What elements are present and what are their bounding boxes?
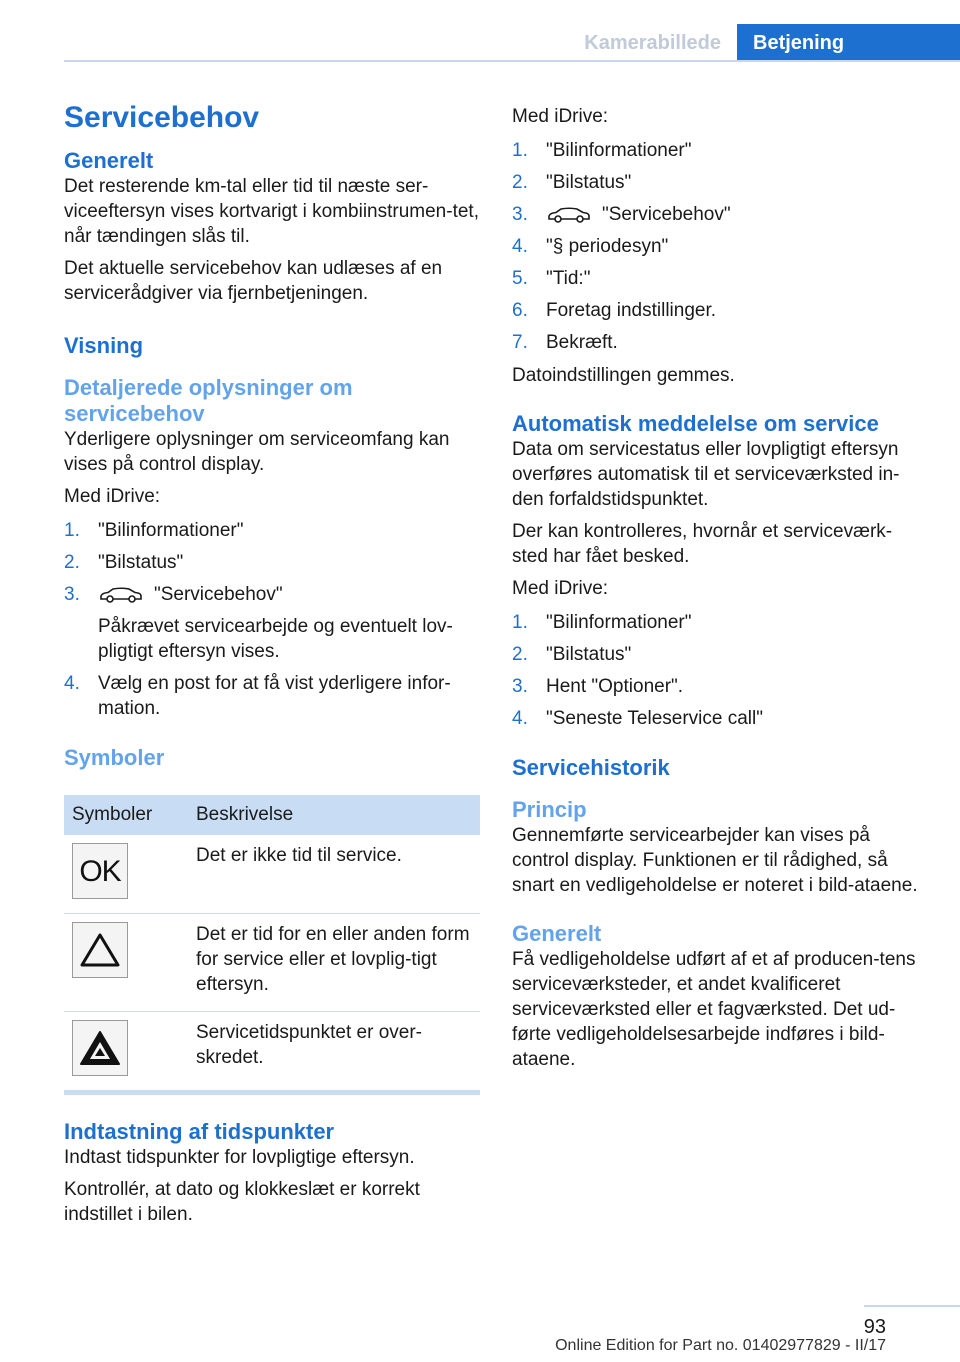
table-cell: Det er tid for en eller anden form for service eller et lovplig-tigt eftersyn. (188, 914, 480, 1012)
step-number: 1. (64, 520, 80, 541)
right-column (512, 104, 926, 1079)
paragraph: Kontrollér, at dato og klokkeslæt er korrekt indstillet i bilen. (64, 1179, 420, 1225)
list-item (512, 202, 926, 227)
step-number: 4. (64, 673, 80, 694)
step-text: Hent "Optioner". (546, 676, 684, 697)
step-text: "Servicebehov" (602, 204, 731, 225)
step-text: "Bilstatus" (546, 644, 632, 665)
step-number: 2. (512, 172, 528, 193)
step-number: 3. (512, 204, 528, 225)
paragraph: Det resterende km-tal eller tid til næste ser-viceeftersyn vises kortvarigt i kombiinstrumen-tet, når tændingen slås til. (64, 176, 479, 247)
paragraph: Gennemførte servicearbejder kan vises på control display. Funktionen er til rådighed, så snart en vedligeholdelse er noteret i bild-ataene. (512, 825, 918, 896)
step-text: "Seneste Teleservice call" (546, 708, 763, 729)
step-text: "Bilinformationer" (98, 520, 244, 541)
heading-generelt: Generelt (64, 148, 154, 173)
steps-list (64, 518, 480, 721)
table-row (64, 835, 480, 914)
list-item (512, 234, 926, 259)
list-item (512, 706, 926, 731)
steps-list (512, 138, 926, 355)
column-header: Symboler (72, 804, 153, 825)
page-title: Servicebehov (64, 101, 260, 134)
list-item (512, 642, 926, 667)
step-text: Foretag indstillinger. (546, 300, 717, 321)
list-item (512, 170, 926, 195)
header-divider (64, 60, 960, 62)
car-service-icon (546, 205, 592, 221)
ok-icon-text: OK (79, 854, 121, 888)
heading-automatisk: Automatisk meddelelse om service (512, 411, 879, 436)
step-number: 4. (512, 236, 528, 257)
subheading-detaljerede: Detaljerede oplysninger om servicebehov (64, 375, 353, 426)
paragraph: Indtast tidspunkter for lovpligtige eftersyn. (64, 1147, 415, 1168)
paragraph: Data om servicestatus eller lovpligtigt eftersyn overføres automatisk til et serviceværksted in-den forfaldstidspunktet. (512, 439, 900, 510)
list-item (512, 330, 926, 355)
column-header: Beskrivelse (196, 804, 294, 825)
step-number: 3. (64, 584, 80, 605)
edition-note: Online Edition for Part no. 01402977829 - II/17 (555, 1337, 886, 1354)
step-subtext: Påkrævet servicearbejde og eventuelt lov-pligtigt eftersyn vises. (98, 616, 453, 662)
list-item (512, 298, 926, 323)
list-item (512, 266, 926, 291)
warning-triangle-icon (72, 922, 128, 978)
overdue-triangle-icon (72, 1020, 128, 1076)
step-number: 1. (512, 140, 528, 161)
list-item (512, 138, 926, 163)
steps-list (512, 610, 926, 731)
step-number: 1. (512, 612, 528, 633)
list-item (64, 582, 480, 664)
step-number: 6. (512, 300, 528, 321)
step-text: "§ periodesyn" (546, 236, 669, 257)
list-item (64, 518, 480, 543)
page-number: 93 (863, 1316, 886, 1338)
footer-divider (864, 1305, 960, 1307)
subheading-generelt: Generelt (512, 921, 602, 946)
step-text: "Bilinformationer" (546, 612, 692, 633)
list-item (64, 550, 480, 575)
step-number: 2. (64, 552, 80, 573)
table-row (64, 1012, 480, 1093)
step-text: "Tid:" (546, 268, 591, 289)
step-text: Bekræft. (546, 332, 618, 353)
paragraph: Med iDrive: (512, 106, 609, 127)
heading-symboler: Symboler (64, 745, 165, 770)
paragraph: Der kan kontrolleres, hvornår et serviceværk-sted har fået besked. (512, 521, 893, 567)
step-text: "Bilinformationer" (546, 140, 692, 161)
paragraph: Få vedligeholdelse udført af et af producen-tens serviceværksteder, et andet kvalificeret serviceværksted eller et fagværksted. Det ud-førte vedligeholdelsesarbejde indføres i bild-ataene. (512, 949, 916, 1070)
step-number: 4. (512, 708, 528, 729)
ok-icon (72, 843, 128, 899)
step-text: "Servicebehov" (154, 584, 283, 605)
step-number: 3. (512, 676, 528, 697)
table-cell: Servicetidspunktet er over-skredet. (188, 1012, 480, 1093)
table-cell: Det er ikke tid til service. (188, 835, 480, 914)
paragraph: Yderligere oplysninger om serviceomfang kan vises på control display. (64, 429, 450, 475)
paragraph: Det aktuelle servicebehov kan udlæses af en servicerådgiver via fjernbetjeningen. (64, 258, 443, 304)
symbols-table (64, 795, 480, 1095)
subheading-princip: Princip (512, 797, 587, 822)
step-text: "Bilstatus" (98, 552, 184, 573)
step-number: 7. (512, 332, 528, 353)
car-service-icon (98, 585, 144, 601)
table-row (64, 914, 480, 1012)
left-column (64, 90, 480, 1234)
paragraph: Med iDrive: (512, 578, 609, 599)
heading-indtastning: Indtastning af tidspunkter (64, 1119, 335, 1144)
paragraph: Med iDrive: (64, 486, 161, 507)
list-item (512, 674, 926, 699)
list-item (512, 610, 926, 635)
step-number: 2. (512, 644, 528, 665)
heading-servicehistorik: Servicehistorik (512, 755, 670, 780)
heading-visning: Visning (64, 333, 144, 358)
paragraph: Datoindstillingen gemmes. (512, 365, 735, 386)
tab-betjening[interactable]: Betjening (737, 24, 960, 62)
step-text: "Bilstatus" (546, 172, 632, 193)
list-item (64, 671, 480, 721)
step-number: 5. (512, 268, 528, 289)
step-text: Vælg en post for at få vist yderligere infor-mation. (98, 673, 451, 719)
table-header-row (64, 795, 480, 835)
tab-kamerabillede[interactable]: Kamerabillede (584, 32, 721, 54)
